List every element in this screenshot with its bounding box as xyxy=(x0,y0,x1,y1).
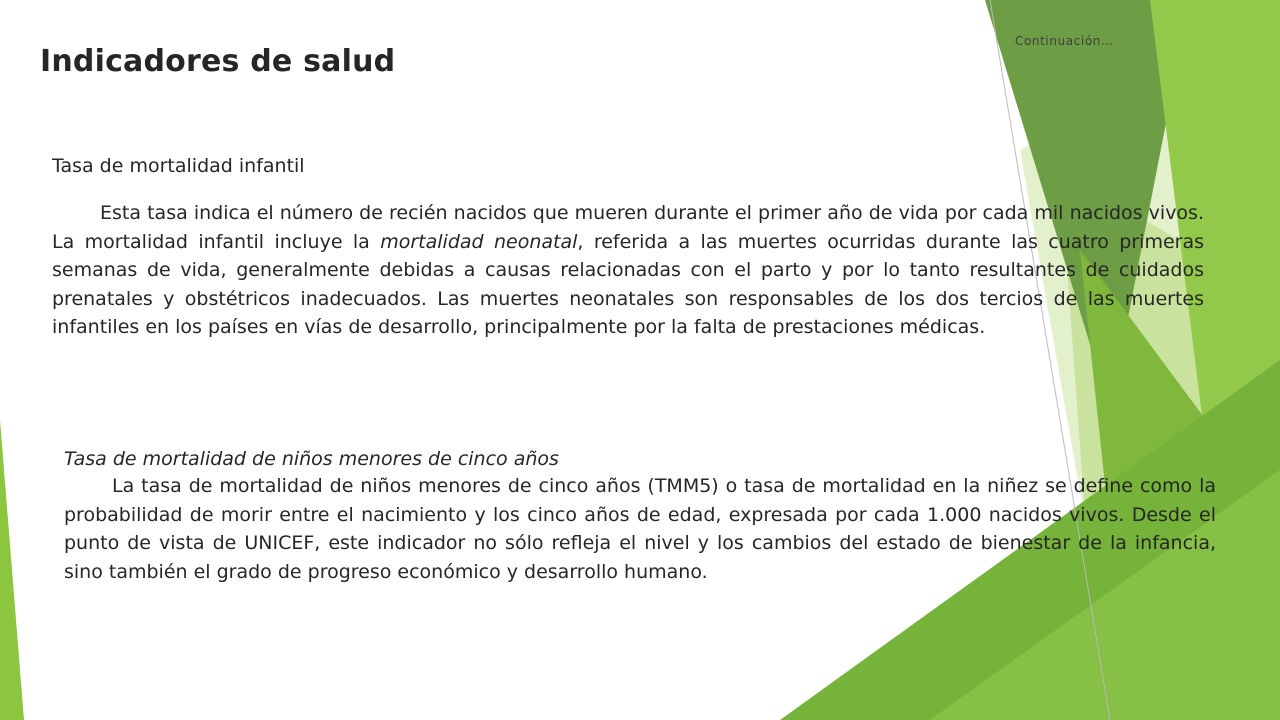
section-body xyxy=(64,472,1216,586)
body-text-before: Esta tasa indica el número de recién nacidos que mueren durante el primer año de vida por cada mil nacidos vivos. La mortalidad infantil incluye la xyxy=(52,202,1204,253)
body-text-after: , referida a las muertes ocurridas durante las cuatro primeras semanas de vida, generalmente debidas a causas relacionadas con el parto y por lo tanto resultantes de cuidados prenatales y obstétricos inadecuados. Las muertes neonatales son responsables de los dos tercios de las muertes infantiles en los países en vías de desarrollo, principalmente por la falta de prestaciones médicas. xyxy=(52,230,1204,338)
page-title: Indicadores de salud xyxy=(40,44,396,79)
left-edge-facet xyxy=(0,420,24,720)
section-heading: Tasa de mortalidad de niños menores de cinco años xyxy=(64,448,559,470)
section-under-five-mortality xyxy=(64,446,1216,586)
section-body xyxy=(52,199,1204,342)
body-text: La tasa de mortalidad de niños menores de cinco años (TMM5) o tasa de mortalidad en la niñez se define como la probabilidad de morir entre el nacimiento y los cinco años de edad, expresada por cada 1.000 nacidos vivos. Desde el punto de vista de UNICEF, este indicador no sólo refleja el nivel y los cambios del estado de bienestar de la infancia, sino también el grado de progreso económico y desarrollo humano. xyxy=(64,475,1216,583)
body-emphasis: mortalidad neonatal xyxy=(380,230,578,253)
section-heading: Tasa de mortalidad infantil xyxy=(52,155,305,177)
continuation-note: Continuación… xyxy=(1015,34,1114,48)
section-infant-mortality xyxy=(52,153,1204,342)
